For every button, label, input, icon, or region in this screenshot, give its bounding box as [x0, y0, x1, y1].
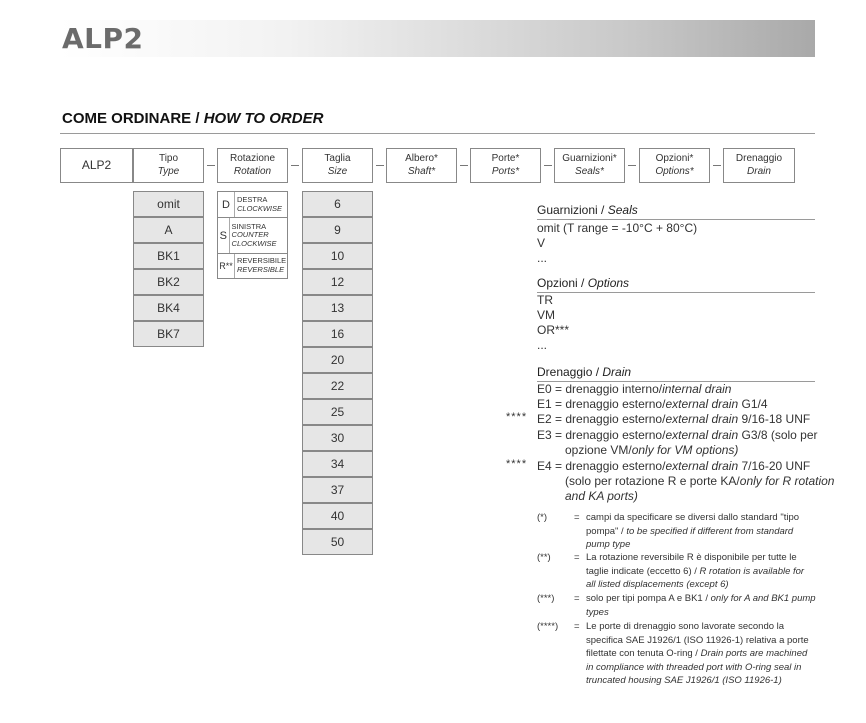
options-line: VM — [537, 308, 555, 322]
size-option: 25 — [302, 399, 373, 425]
rotation-code: R** — [219, 261, 233, 271]
tipo-option: BK2 — [133, 269, 204, 295]
drain-e3-note-it: opzione VM/ — [565, 443, 632, 457]
seals-heading — [537, 203, 638, 217]
drain-e3 — [537, 428, 818, 443]
code-box-size-it: Taglia — [324, 153, 351, 164]
drain-e2 — [537, 412, 810, 427]
tipo-option: A — [133, 217, 204, 243]
code-box-rotation-en: Rotation — [233, 165, 272, 177]
rotation-option — [217, 217, 288, 254]
seals-line: omit (T range = -10°C + 80°C) — [537, 221, 698, 235]
seals-heading-en: Seals — [607, 203, 638, 217]
code-box-shaft-it: Albero* — [405, 153, 438, 164]
footnote-mark: (****) — [537, 621, 559, 632]
drain-e0-en: internal drain — [662, 382, 732, 396]
rotation-code: D — [222, 198, 230, 211]
section-divider — [60, 133, 815, 134]
separator-dash — [376, 165, 384, 166]
section-heading — [62, 110, 323, 127]
drain-heading — [537, 365, 631, 379]
footnote-text-en: to be specified if different from standard pump type — [586, 525, 794, 550]
code-box-rotation-it: Rotazione — [229, 153, 276, 164]
rotation-desc — [234, 192, 282, 217]
size-option: 10 — [302, 243, 373, 269]
size-option: 16 — [302, 321, 373, 347]
size-option: 13 — [302, 295, 373, 321]
code-box-ports-it: Porte* — [491, 153, 520, 164]
rotation-desc — [234, 254, 286, 278]
code-box-model — [60, 148, 133, 183]
options-line: OR*** — [537, 323, 570, 337]
code-box-drain-it: Drenaggio — [735, 153, 783, 164]
drain-e2-thread: 9/16-18 UNF — [738, 412, 811, 426]
size-option: 34 — [302, 451, 373, 477]
drain-e2-it: E2 = drenaggio esterno/ — [537, 412, 666, 426]
code-box-options-it: Opzioni* — [655, 153, 694, 164]
size-option: 22 — [302, 373, 373, 399]
rotation-option — [217, 191, 288, 218]
drain-e0 — [537, 382, 731, 397]
drain-e4-stars: **** — [506, 458, 528, 470]
code-box-model-label: ALP2 — [81, 158, 112, 172]
footnote-mark: (***) — [537, 593, 555, 604]
drain-e3-it: E3 = drenaggio esterno/ — [537, 428, 666, 442]
footnote-text-it: solo per tipi pompa A e BK1 / — [586, 593, 708, 604]
code-box-rotation — [217, 148, 288, 183]
drain-e4-note-en-2: and KA ports) — [565, 489, 638, 503]
drain-e1 — [537, 397, 768, 412]
rotation-desc-en: REVERSIBLE — [237, 265, 285, 274]
footnote-eq: = — [574, 593, 580, 604]
footnote-eq: = — [574, 552, 580, 563]
code-box-type-it: Tipo — [158, 153, 179, 164]
footnote-text-it: Le porte di drenaggio sono lavorate secondo la specifica SAE J1926/1 (ISO 11926-1) relativa a porte filettate con tenuta O-ring / — [586, 621, 809, 659]
rotation-option — [217, 253, 288, 279]
code-box-size-en: Size — [327, 165, 348, 177]
separator-dash — [460, 165, 468, 166]
drain-e4-thread: 7/16-20 UNF — [738, 459, 811, 473]
drain-heading-en: Drain — [602, 365, 632, 379]
footnote-eq: = — [574, 621, 580, 632]
drain-heading-it: Drenaggio / — [537, 365, 600, 379]
rotation-desc-en: CLOCKWISE — [237, 203, 283, 213]
seals-line: ... — [537, 251, 548, 265]
code-box-options — [639, 148, 710, 183]
rotation-desc-it: DESTRA — [237, 194, 268, 204]
footnote-text — [586, 551, 816, 592]
size-option: 37 — [302, 477, 373, 503]
rotation-code: S — [219, 229, 227, 242]
drain-e4-cont — [565, 474, 834, 489]
drain-e3-thread: G3/8 (solo per — [738, 428, 818, 442]
drain-e4-note-it: (solo per rotazione R e porte KA/ — [565, 474, 740, 488]
size-option: 12 — [302, 269, 373, 295]
seals-divider — [537, 219, 815, 220]
drain-e2-stars: **** — [506, 411, 528, 423]
footnote-text — [586, 511, 816, 552]
separator-dash — [291, 165, 299, 166]
footnote-mark: (*) — [537, 512, 548, 523]
drain-e3-note-en: only for VM options) — [631, 443, 739, 457]
footnote — [0, 592, 866, 620]
drain-e4-cont2 — [565, 489, 638, 504]
size-option: 20 — [302, 347, 373, 373]
separator-dash — [207, 165, 215, 166]
section-heading-main: COME ORDINARE / — [62, 110, 200, 127]
footnote-mark: (**) — [537, 552, 551, 563]
drain-e3-cont — [565, 443, 738, 458]
code-box-seals-en: Seals* — [575, 165, 604, 177]
code-box-seals — [554, 148, 625, 183]
drain-e1-en: external drain — [665, 397, 739, 411]
code-box-drain — [723, 148, 795, 183]
footnote-text-en: R rotation is available for all listed displacements (except 6) — [586, 565, 805, 590]
separator-dash — [544, 165, 552, 166]
size-option: 6 — [302, 191, 373, 217]
code-box-type — [133, 148, 204, 183]
seals-line: V — [537, 236, 546, 250]
section-heading-italic: HOW TO ORDER — [203, 110, 324, 127]
tipo-option: BK4 — [133, 295, 204, 321]
footnote — [0, 551, 866, 593]
code-box-options-en: Options* — [655, 165, 694, 177]
rotation-desc — [229, 218, 287, 253]
tipo-option: BK7 — [133, 321, 204, 347]
code-box-size — [302, 148, 373, 183]
code-box-shaft — [386, 148, 457, 183]
options-line: ... — [537, 338, 548, 352]
title-bar — [60, 20, 815, 57]
drain-e4-note-en: only for R rotation — [739, 474, 835, 488]
size-option: 50 — [302, 529, 373, 555]
drain-e1-thread: G1/4 — [738, 397, 768, 411]
options-heading — [537, 276, 629, 290]
footnote — [0, 620, 866, 720]
drain-e2-en: external drain — [665, 412, 739, 426]
options-divider — [537, 292, 815, 293]
options-heading-en: Options — [587, 276, 630, 290]
footnote — [0, 511, 866, 551]
rotation-desc-it: REVERSIBILE — [237, 256, 287, 266]
drain-e4 — [537, 459, 810, 474]
footnote-text-en: only for A and BK1 pump types — [586, 593, 816, 618]
footnote-text-it: campi da specificare se diversi dallo standard "tipo pompa" / — [586, 512, 800, 537]
options-line: TR — [537, 293, 553, 307]
rotation-desc-it: SINISTRA — [231, 221, 267, 231]
size-option: 40 — [302, 503, 373, 529]
footnote-text — [586, 592, 816, 619]
drain-e0-it: E0 = drenaggio interno/ — [537, 382, 663, 396]
drain-e1-it: E1 = drenaggio esterno/ — [537, 397, 666, 411]
tipo-option: omit — [133, 191, 204, 217]
options-heading-it: Opzioni / — [537, 276, 585, 290]
code-box-shaft-en: Shaft* — [407, 165, 436, 177]
footnote-text-en: Drain ports are machined in compliance with threaded port with O-ring seal in truncated housing SAE J1926/1 (ISO 11926-1) — [586, 648, 808, 686]
separator-dash — [628, 165, 636, 166]
drain-e4-en: external drain — [665, 459, 739, 473]
size-option: 9 — [302, 217, 373, 243]
code-box-ports-en: Ports* — [491, 165, 520, 177]
separator-dash — [713, 165, 721, 166]
footnote-text — [586, 620, 816, 688]
drain-e3-en: external drain — [665, 428, 739, 442]
code-box-drain-en: Drain — [747, 165, 771, 177]
footnote-text-it: La rotazione reversibile R è disponibile per tutte le taglie indicate (eccetto 6) / — [586, 552, 797, 577]
page-title: ALP2 — [62, 22, 144, 55]
code-box-type-en: Type — [157, 165, 180, 177]
drain-e4-it: E4 = drenaggio esterno/ — [537, 459, 666, 473]
rotation-desc-en: COUNTER CLOCKWISE — [231, 230, 277, 248]
code-box-seals-it: Guarnizioni* — [562, 153, 617, 164]
code-box-ports — [470, 148, 541, 183]
tipo-option: BK1 — [133, 243, 204, 269]
seals-heading-it: Guarnizioni / — [537, 203, 605, 217]
size-option: 30 — [302, 425, 373, 451]
footnote-eq: = — [574, 512, 580, 523]
